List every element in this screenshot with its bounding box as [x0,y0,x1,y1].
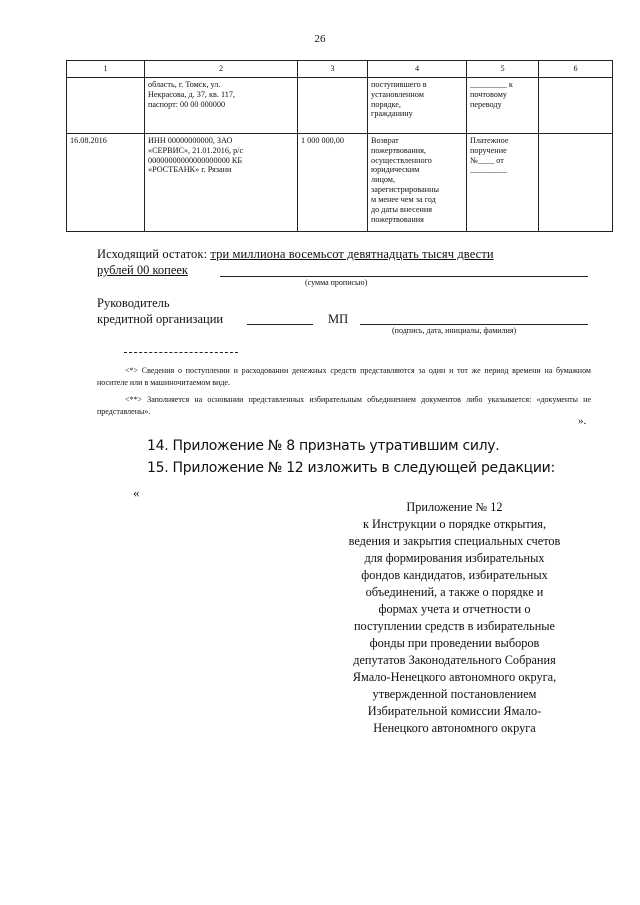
appendix-line: Избирательной комиссии Ямало- [367,703,542,718]
page-number: 26 [314,33,326,45]
signature-details-blank [360,324,588,325]
col-header: 5 [467,61,539,78]
appendix-line: утвержденной постановлением [372,686,537,701]
col-header: 1 [67,61,145,78]
footnote-2: <**> Заполняется на основании представленных избирательным объединением документов либо указывается: «документы не представлены». [97,395,591,416]
table-header-row [67,61,613,78]
appendix-heading [318,499,591,737]
appendix-line: поступлении средств в избирательные [353,618,556,633]
appendix-line: фонды при проведении выборов [369,635,540,650]
signatory-title-line1: Руководитель [97,296,170,310]
footnote-separator [124,352,238,353]
balance-amount-line2: рублей 00 копеек [97,263,188,277]
appendix-line: Ненецкого автономного округа [373,720,536,735]
appendix-line: для формирования избирательных [364,550,545,565]
appendix-line: формах учета и отчетности о [378,601,531,616]
table-cell [298,77,368,133]
table-cell: 16.08.2016 [67,133,145,231]
table-cell: область, г. Томск, ул. Некрасова, д. 37, кв. 117, паспорт: 00 00 000000 [145,77,298,133]
table-row [67,77,613,133]
col-header: 3 [298,61,368,78]
report-table [66,60,613,232]
table-cell [539,77,613,133]
col-header: 4 [368,61,467,78]
footnote-1: <*> Сведения о поступлении и расходовании денежных средств представляются за один и тот же период времени на бумажном носителе или в машиночитаемом виде. [97,366,591,387]
col-header: 6 [539,61,613,78]
table-cell: Платежное поручение №____ от _________ [467,133,539,231]
table-cell [539,133,613,231]
signature-caption: (подпись, дата, инициалы, фамилия) [392,326,517,335]
table-cell: Возврат пожертвования, осуществленного юридическим лицом, зарегистрированны м менее чем за год до даты внесения пожертвования [368,133,467,231]
table-cell: поступившего в установленном порядке, гражданину [368,77,467,133]
balance-label: Исходящий остаток: [97,247,208,261]
appendix-line: объединений, а также о порядке и [365,584,544,599]
col-header: 2 [145,61,298,78]
table-cell: ИНН 00000000000, ЗАО «СЕРВИС», 21.01.2016, р/с 00000000000000000000 КБ «РОСТБАНК» г. Рязани [145,133,298,231]
stamp-label: МП [328,312,349,326]
table-cell [67,77,145,133]
appendix-line: Ямало-Ненецкого автономного округа, [352,669,557,684]
item-14: 14. Приложение № 8 признать утратившим силу. [147,438,500,454]
amount-caption: (сумма прописью) [305,278,368,287]
appendix-line: фондов кандидатов, избирательных [361,567,548,582]
appendix-line: Приложение № 12 [406,500,503,514]
amount-underline [220,276,588,277]
balance-line-2 [97,263,188,278]
signatory-title-line2: кредитной организации [97,312,224,326]
balance-amount-line1: три миллиона восемьсот девятнадцать тысяч двести [210,247,494,261]
table-cell: _________ к почтовому переводу [467,77,539,133]
appendix-line: к Инструкции о порядке открытия, [362,516,547,531]
appendix-line: ведения и закрытия специальных счетов [348,533,561,548]
signature-blank [247,324,313,325]
appendix-line: депутатов Законодательного Собрания [353,652,556,667]
table-cell: 1 000 000,00 [298,133,368,231]
closing-quote: ». [578,415,587,427]
item-15: 15. Приложение № 12 изложить в следующей редакции: [147,460,555,476]
balance-line [97,247,494,262]
opening-quote: « [133,485,140,500]
table-row [67,133,613,231]
